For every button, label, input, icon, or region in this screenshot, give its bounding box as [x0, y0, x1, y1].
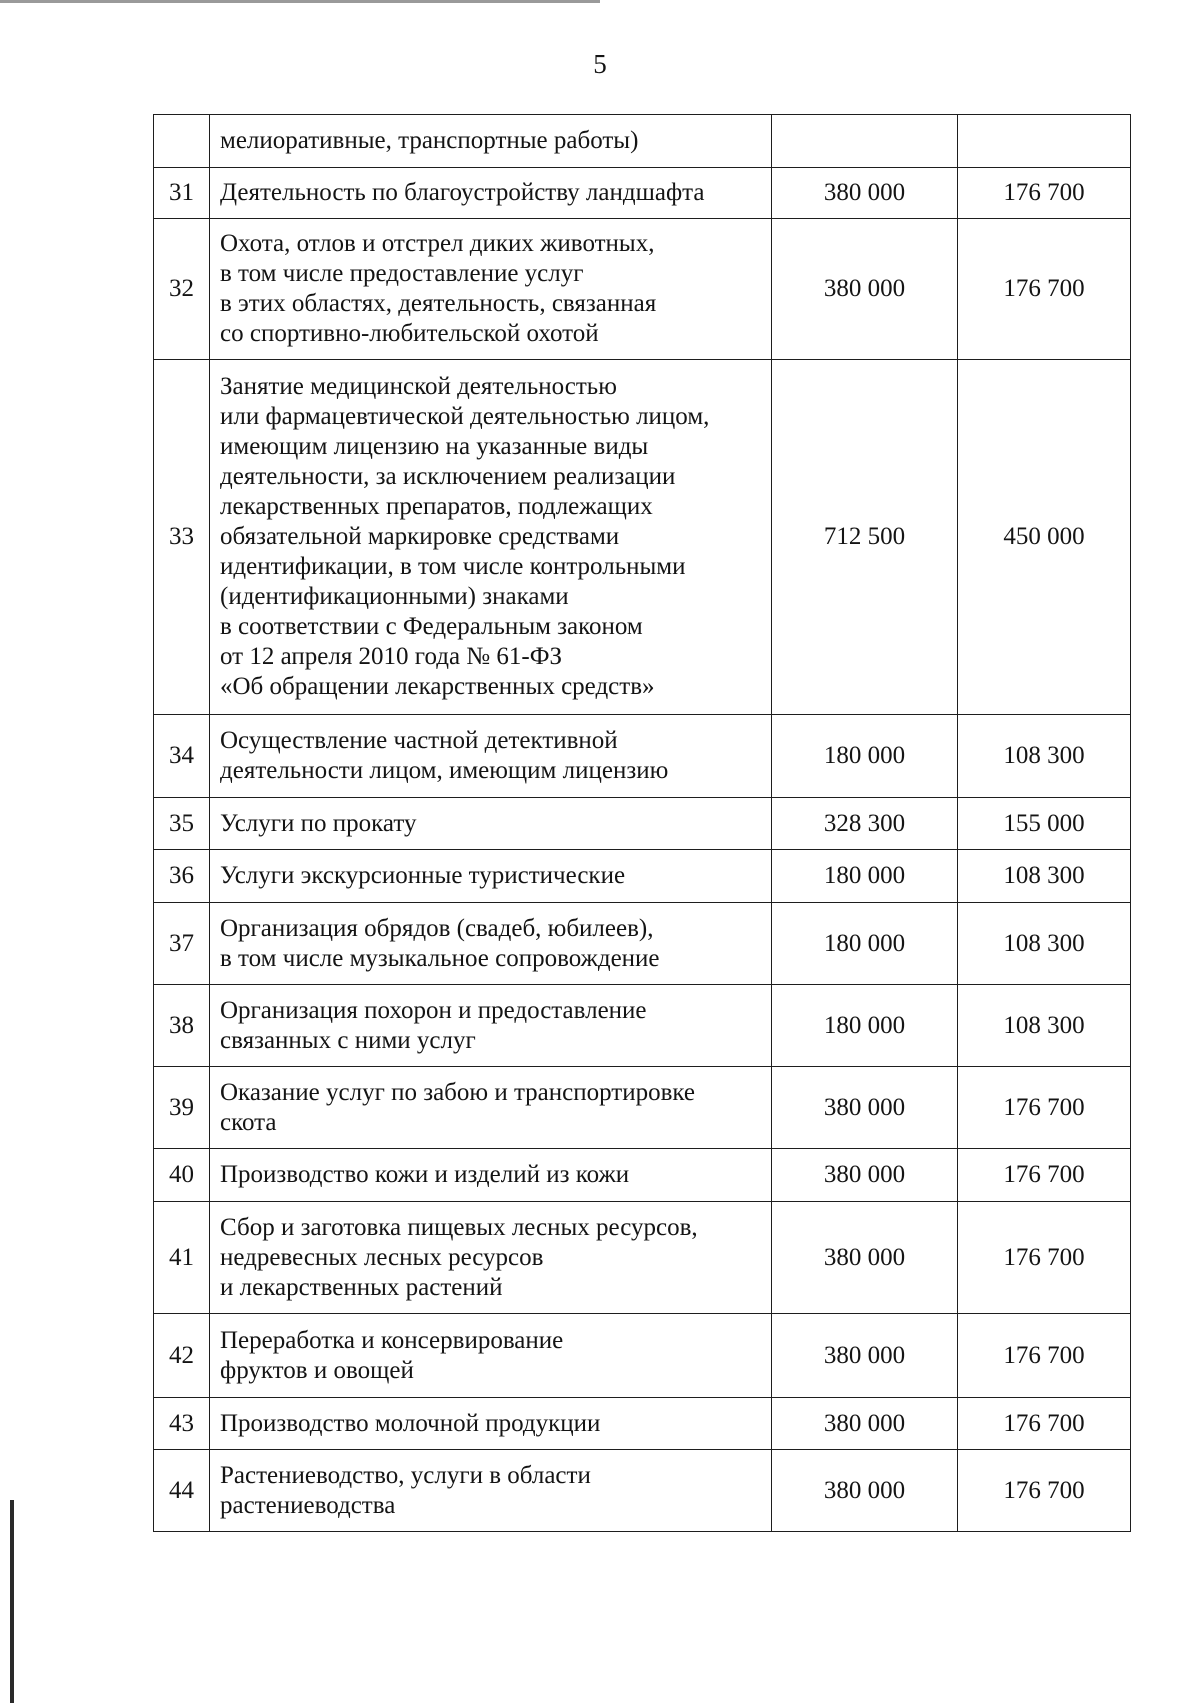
row-number: 34: [154, 715, 210, 798]
activity-description: Производство молочной продукции: [210, 1398, 772, 1450]
table-row: [154, 1450, 1131, 1532]
row-number: 43: [154, 1398, 210, 1450]
table-row: [154, 903, 1131, 985]
amount-1: 380 000: [772, 219, 958, 360]
table-row: [154, 1149, 1131, 1202]
amount-2: 176 700: [958, 1450, 1131, 1532]
amount-2: 155 000: [958, 798, 1131, 850]
amount-2: 176 700: [958, 1398, 1131, 1450]
activity-description: Услуги экскурсионные туристические: [210, 850, 772, 903]
page-number: 5: [593, 49, 607, 79]
row-number: 32: [154, 219, 210, 360]
amount-2: 176 700: [958, 1314, 1131, 1398]
amount-2: 450 000: [958, 360, 1131, 715]
table-row: [154, 1314, 1131, 1398]
scan-left-edge: [10, 1500, 14, 1703]
activity-description: Растениеводство, услуги в области растениеводства: [210, 1450, 772, 1532]
amount-2: 108 300: [958, 850, 1131, 903]
amount-1: 712 500: [772, 360, 958, 715]
row-number: 38: [154, 985, 210, 1067]
amount-2: 176 700: [958, 1202, 1131, 1314]
activity-description: Организация похорон и предоставление связанных с ними услуг: [210, 985, 772, 1067]
activity-description: Организация обрядов (свадеб, юбилеев), в том числе музыкальное сопровождение: [210, 903, 772, 985]
activity-description: Осуществление частной детективной деятельности лицом, имеющим лицензию: [210, 715, 772, 798]
amount-2: 176 700: [958, 168, 1131, 219]
amount-1: 380 000: [772, 1398, 958, 1450]
amount-1: 380 000: [772, 1149, 958, 1202]
amount-1: 180 000: [772, 715, 958, 798]
activity-description: Сбор и заготовка пищевых лесных ресурсов, недревесных лесных ресурсов и лекарственных растений: [210, 1202, 772, 1314]
table-row: [154, 360, 1131, 715]
table-row: [154, 1202, 1131, 1314]
table-row: [154, 1067, 1131, 1149]
table-row: [154, 985, 1131, 1067]
amount-1: [772, 115, 958, 168]
amount-1: 380 000: [772, 1202, 958, 1314]
amount-2: 176 700: [958, 1067, 1131, 1149]
amount-1: 380 000: [772, 168, 958, 219]
activity-description: Переработка и консервирование фруктов и овощей: [210, 1314, 772, 1398]
row-number: 36: [154, 850, 210, 903]
amount-2: 176 700: [958, 1149, 1131, 1202]
amount-2: [958, 115, 1131, 168]
amount-2: 108 300: [958, 715, 1131, 798]
table-row: [154, 1398, 1131, 1450]
table-row: [154, 219, 1131, 360]
amount-1: 180 000: [772, 903, 958, 985]
row-number: 39: [154, 1067, 210, 1149]
row-number: 41: [154, 1202, 210, 1314]
activity-description: Производство кожи и изделий из кожи: [210, 1149, 772, 1202]
amount-1: 380 000: [772, 1314, 958, 1398]
table-row: [154, 715, 1131, 798]
amount-1: 180 000: [772, 850, 958, 903]
activity-description: Деятельность по благоустройству ландшафта: [210, 168, 772, 219]
activity-description: мелиоративные, транспортные работы): [210, 115, 772, 168]
row-number: 37: [154, 903, 210, 985]
amount-2: 108 300: [958, 985, 1131, 1067]
amount-1: 328 300: [772, 798, 958, 850]
activity-description: Занятие медицинской деятельностью или фармацевтической деятельностью лицом, имеющим лицензию на указанные виды деятельности, за исключением реализации лекарственных препаратов, подлежащих обязательной маркировке средствами идентификации, в том числе контрольными (идентификационными) знаками в соответствии с Федеральным законом от 12 апреля 2010 года № 61-ФЗ «Об обращении лекарственных средств»: [210, 360, 772, 715]
amount-1: 380 000: [772, 1450, 958, 1532]
amount-1: 380 000: [772, 1067, 958, 1149]
tariff-table: [153, 114, 1131, 1532]
table-row: [154, 798, 1131, 850]
activity-description: Охота, отлов и отстрел диких животных, в том числе предоставление услуг в этих областях, деятельность, связанная со спортивно-любительской охотой: [210, 219, 772, 360]
row-number: 33: [154, 360, 210, 715]
table-row: [154, 168, 1131, 219]
row-number: 31: [154, 168, 210, 219]
table-row: [154, 115, 1131, 168]
amount-2: 108 300: [958, 903, 1131, 985]
row-number: 42: [154, 1314, 210, 1398]
row-number: 44: [154, 1450, 210, 1532]
row-number: 40: [154, 1149, 210, 1202]
top-rule: [0, 0, 600, 3]
amount-2: 176 700: [958, 219, 1131, 360]
row-number: 35: [154, 798, 210, 850]
activity-description: Услуги по прокату: [210, 798, 772, 850]
row-number: [154, 115, 210, 168]
table-row: [154, 850, 1131, 903]
activity-description: Оказание услуг по забою и транспортировке скота: [210, 1067, 772, 1149]
amount-1: 180 000: [772, 985, 958, 1067]
